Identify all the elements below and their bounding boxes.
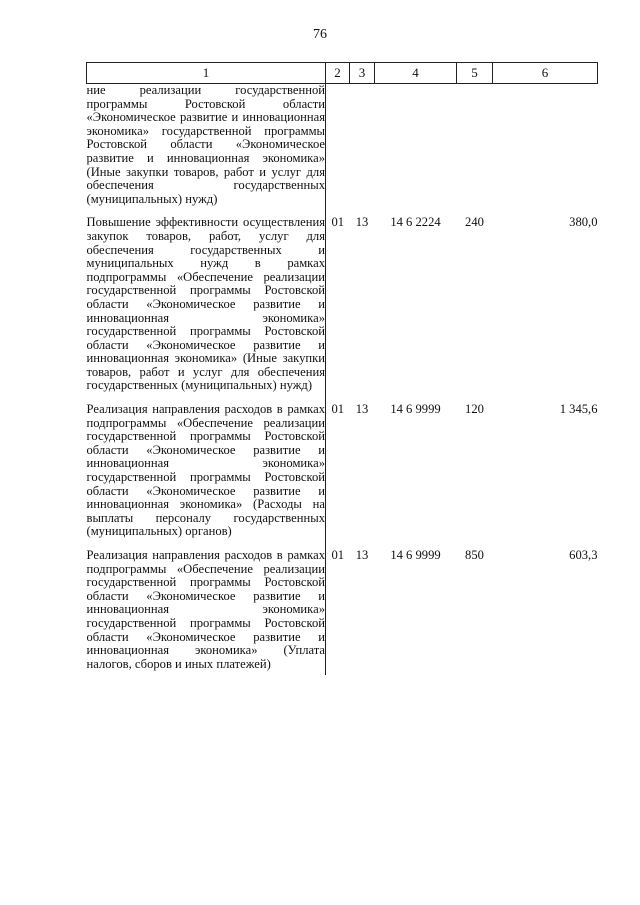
header-col-5: 5 [457, 63, 493, 84]
header-row [87, 63, 598, 84]
row-razdel: 01 [331, 402, 345, 417]
row-description: Реализация направления расходов в рамках подпрограммы «Обеспечение реализации государственной программы Ростовской области «Экономическое развитие и инновационная экономика» государственной программы Ростовской области «Экономическое развитие и инновационная экономика» (Расходы на выплаты персоналу государственных (муниципальных) органов) [87, 397, 326, 543]
row-description: Реализация направления расходов в рамках подпрограммы «Обеспечение реализации государственной программы Ростовской области «Экономическое развитие и инновационная экономика» государственной программы Ростовской области «Экономическое развитие и инновационная экономика» (Уплата налогов, сборов и иных платежей) [87, 543, 326, 675]
row-csr: 14 6 9999 [390, 402, 441, 417]
table-row [87, 84, 598, 211]
row-vr: 240 [465, 215, 484, 230]
row-razdel: 01 [331, 215, 345, 230]
row-description: Повышение эффективности осуществления закупок товаров, работ, услуг для обеспечения государственных и муниципальных нужд в рамках подпрограммы «Обеспечение реализации государственной программы Ростовской области «Экономическое развитие и инновационная экономика» государственной программы Ростовской области «Экономическое развитие и инновационная экономика» (Иные закупки товаров, работ и услуг для обеспечения государственных (муниципальных) нужд) [87, 210, 326, 397]
row-csr [375, 84, 457, 211]
row-sum: 380,0 [569, 215, 598, 230]
header-col-6: 6 [493, 63, 598, 84]
page-number: 76 [313, 27, 327, 42]
row-podrazdel: 13 [355, 402, 369, 417]
row-podrazdel: 13 [355, 215, 369, 230]
header-col-1: 1 [87, 63, 326, 84]
row-csr: 14 6 9999 [390, 548, 441, 562]
row-sum: 603,3 [569, 548, 598, 562]
row-podrazdel: 13 [355, 548, 369, 562]
row-razdel [326, 84, 350, 211]
row-vr: 120 [465, 402, 484, 417]
table-row [87, 543, 598, 675]
row-vr [457, 84, 493, 211]
budget-table [86, 62, 598, 675]
header-col-4: 4 [375, 63, 457, 84]
row-sum [493, 84, 598, 211]
row-csr: 14 6 2224 [390, 215, 441, 230]
row-sum: 1 345,6 [559, 402, 598, 417]
table-row [87, 397, 598, 543]
header-col-3: 3 [350, 63, 375, 84]
row-podrazdel [350, 84, 375, 211]
header-col-2: 2 [326, 63, 350, 84]
row-razdel: 01 [331, 548, 345, 562]
row-description: ние реализации государственной программы Ростовской области «Экономическое развитие и инновационная экономика» государственной программы Ростовской области «Экономическое развитие и инновационная экономика» (Иные закупки товаров, работ и услуг для обеспечения государственных (муниципальных) нужд) [87, 84, 326, 211]
table-header [87, 63, 598, 84]
table-body [87, 84, 598, 676]
row-vr: 850 [465, 548, 484, 562]
table-row [87, 210, 598, 397]
